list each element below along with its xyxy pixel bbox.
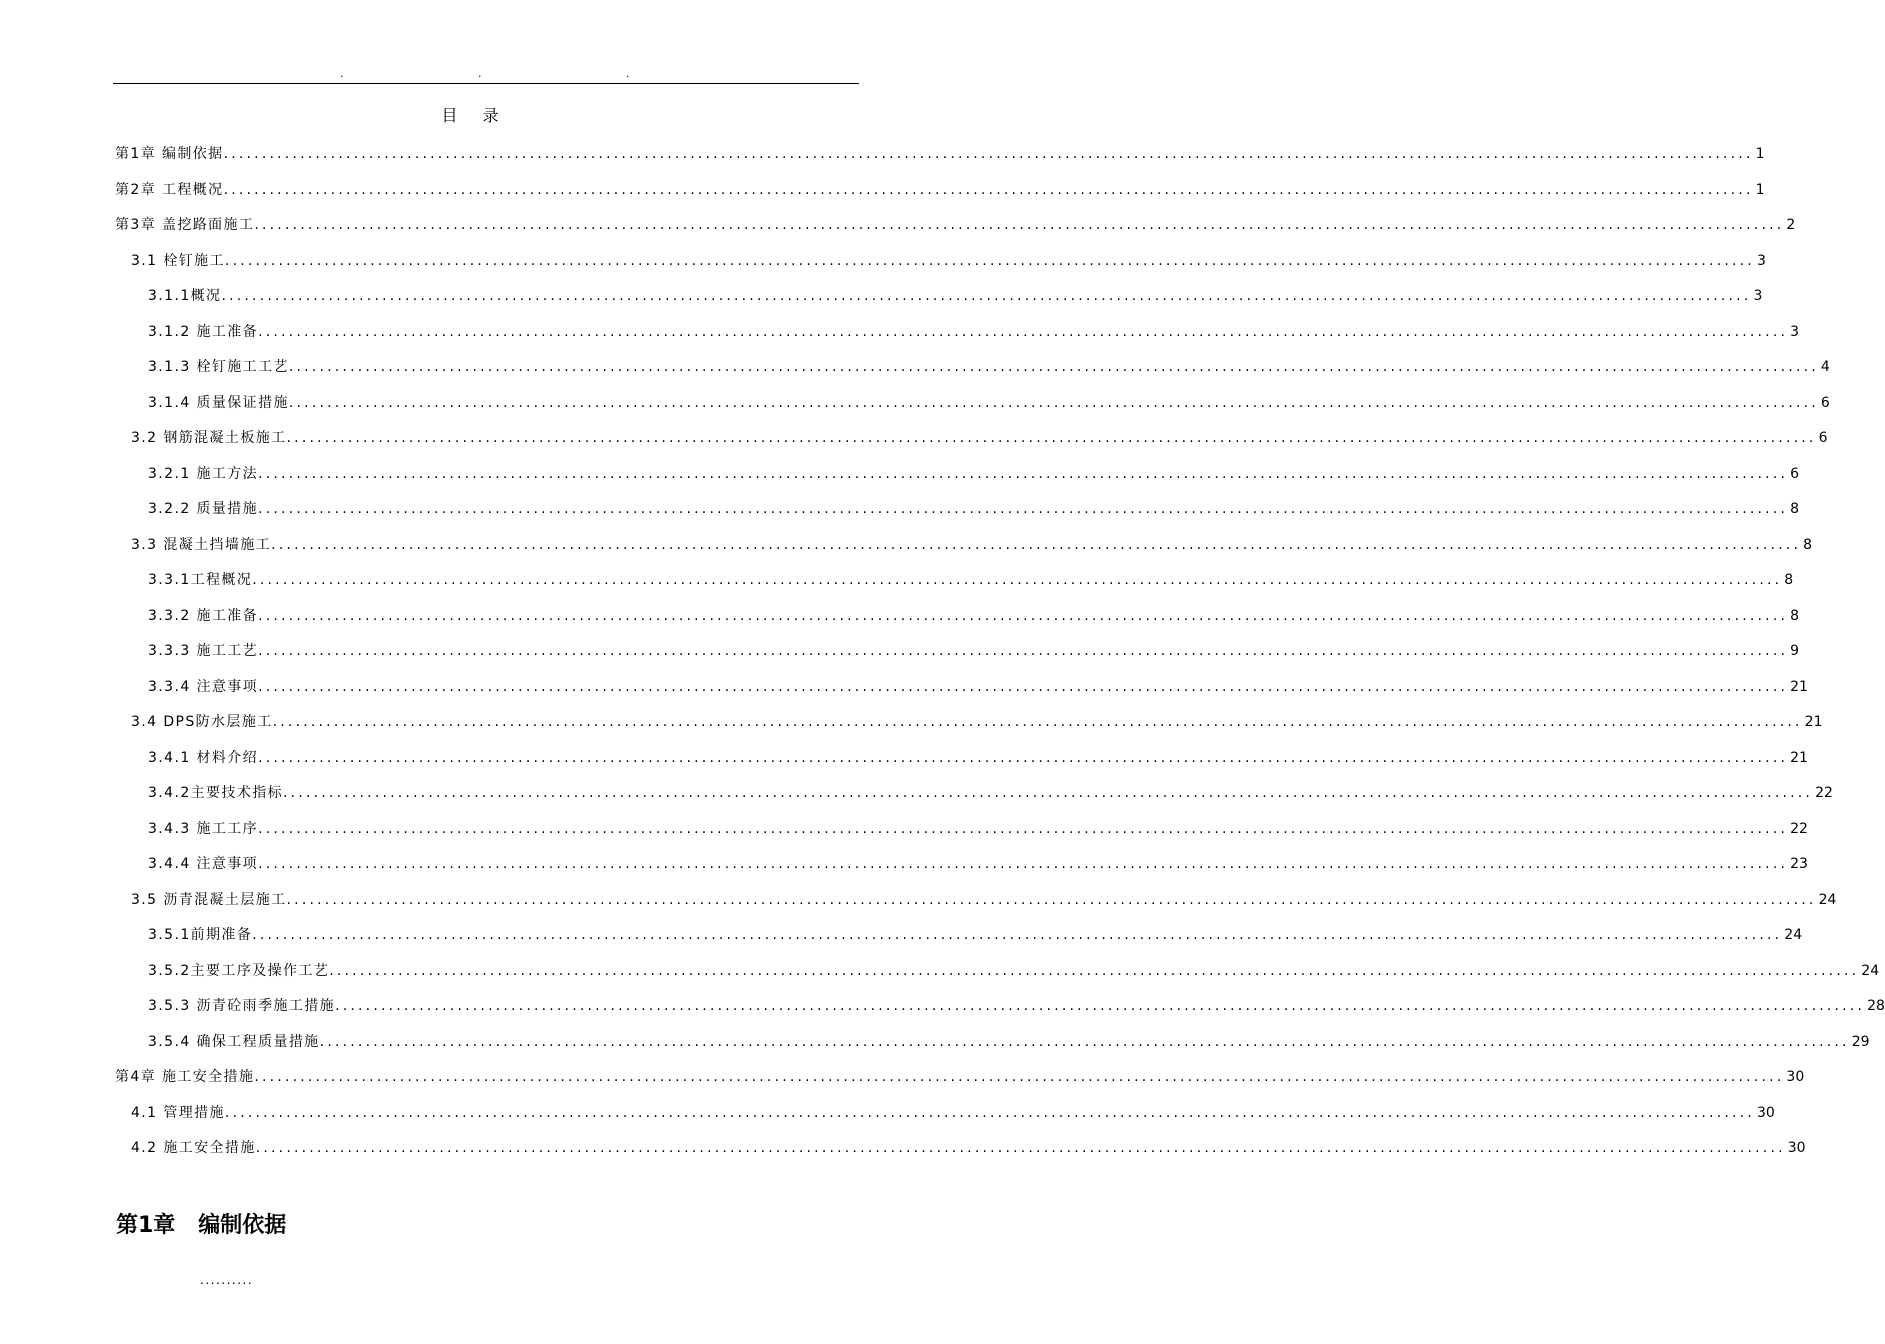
toc-leader-dots: ........................................................................................................................................................................................................	[252, 572, 1783, 588]
toc-leader-dots: ........................................................................................................................................................................................................	[254, 1069, 1785, 1085]
toc-entry-label: 3.4.4 注意事项	[148, 856, 259, 872]
toc-entry-label: 3.2.1 施工方法	[148, 466, 259, 482]
toc-entry[interactable]	[148, 782, 1833, 804]
toc-entry-page: 30	[1786, 1069, 1805, 1085]
toc-entry-label: 第1章 编制依据	[115, 146, 224, 162]
toc-entry[interactable]	[148, 995, 1885, 1017]
toc-entry[interactable]	[148, 818, 1808, 840]
toc-entry-page: 8	[1790, 608, 1800, 624]
chapter-heading: 第1章 编制依据	[116, 1213, 287, 1238]
toc-entry[interactable]	[115, 143, 1765, 165]
toc-entry-page: 9	[1790, 643, 1800, 659]
toc-entry-page: 8	[1784, 572, 1794, 588]
toc-entry-label: 3.3.1工程概况	[148, 572, 253, 588]
header-dot: .	[626, 67, 630, 80]
toc-entry[interactable]	[148, 285, 1763, 307]
toc-entry-page: 1	[1755, 146, 1765, 162]
toc-leader-dots: ........................................................................................................................................................................................................	[258, 856, 1789, 872]
toc-leader-dots: ........................................................................................................................................................................................................	[258, 643, 1789, 659]
toc-entry[interactable]	[148, 605, 1800, 627]
toc-entry[interactable]	[148, 321, 1800, 343]
toc-entry-page: 21	[1790, 679, 1808, 695]
toc-entry[interactable]	[115, 214, 1796, 236]
toc-entry-page: 29	[1851, 1034, 1870, 1050]
toc-entry-page: 24	[1818, 892, 1837, 908]
toc-entry-page: 21	[1804, 714, 1823, 730]
toc-entry[interactable]	[148, 640, 1800, 662]
toc-entry-page: 6	[1790, 466, 1800, 482]
toc-entry-page: 22	[1790, 821, 1808, 837]
toc-entry-label: 3.4.1 材料介绍	[148, 750, 259, 766]
toc-leader-dots: ........................................................................................................................................................................................................	[288, 395, 1819, 411]
toc-entry[interactable]	[131, 889, 1837, 911]
toc-leader-dots: ........................................................................................................................................................................................................	[224, 1105, 1755, 1121]
toc-leader-dots: ........................................................................................................................................................................................................	[258, 608, 1789, 624]
toc-leader-dots: ........................................................................................................................................................................................................	[223, 182, 1754, 198]
toc-entry-page: 23	[1790, 856, 1808, 872]
toc-leader-dots: ........................................................................................................................................................................................................	[221, 288, 1752, 304]
toc-leader-dots: ........................................................................................................................................................................................................	[258, 821, 1789, 837]
toc-entry-page: 22	[1815, 785, 1833, 801]
toc-entry-page: 4	[1820, 359, 1830, 375]
toc-leader-dots: ........................................................................................................................................................................................................	[224, 253, 1755, 269]
toc-entry-label: 3.3.3 施工工艺	[148, 643, 259, 659]
toc-entry-page: 8	[1803, 537, 1813, 553]
toc-leader-dots: ........................................................................................................................................................................................................	[319, 1034, 1850, 1050]
toc-leader-dots: ........................................................................................................................................................................................................	[286, 892, 1817, 908]
toc-leader-dots: ........................................................................................................................................................................................................	[335, 998, 1866, 1014]
toc-entry[interactable]	[148, 747, 1808, 769]
toc-entry-label: 4.2 施工安全措施	[131, 1140, 256, 1156]
toc-leader-dots: ........................................................................................................................................................................................................	[288, 359, 1819, 375]
header-dot: .	[340, 67, 344, 80]
toc-entry-page: 1	[1755, 182, 1765, 198]
toc-entry-label: 3.2.2 质量措施	[148, 501, 259, 517]
toc-leader-dots: ........................................................................................................................................................................................................	[258, 679, 1789, 695]
footer-dots: ..........	[200, 1273, 254, 1287]
toc-entry-label: 3.4 DPS防水层施工	[131, 714, 273, 730]
toc-entry-page: 2	[1786, 217, 1796, 233]
toc-entry[interactable]	[115, 179, 1765, 201]
toc-leader-dots: ........................................................................................................................................................................................................	[258, 466, 1789, 482]
toc-entry[interactable]	[148, 676, 1808, 698]
toc-leader-dots: ........................................................................................................................................................................................................	[258, 501, 1789, 517]
toc-entry-page: 3	[1790, 324, 1800, 340]
toc-entry-label: 3.5.3 沥青砼雨季施工措施	[148, 998, 336, 1014]
toc-leader-dots: ........................................................................................................................................................................................................	[254, 217, 1785, 233]
toc-leader-dots: ........................................................................................................................................................................................................	[286, 430, 1817, 446]
toc-leader-dots: ........................................................................................................................................................................................................	[272, 714, 1803, 730]
toc-entry[interactable]	[131, 1137, 1806, 1159]
toc-entry-label: 3.3.4 注意事项	[148, 679, 259, 695]
toc-entry[interactable]	[148, 392, 1830, 414]
toc-entry-label: 3.5 沥青混凝土层施工	[131, 892, 287, 908]
toc-leader-dots: ........................................................................................................................................................................................................	[258, 324, 1789, 340]
toc-entry-label: 3.1.2 施工准备	[148, 324, 259, 340]
toc-entry[interactable]	[148, 924, 1803, 946]
toc-entry-page: 6	[1818, 430, 1828, 446]
toc-entry[interactable]	[148, 1031, 1870, 1053]
toc-entry-label: 3.1.4 质量保证措施	[148, 395, 289, 411]
toc-entry-label: 3.4.2主要技术指标	[148, 785, 284, 801]
toc-entry[interactable]	[131, 427, 1828, 449]
toc-entry-label: 3.2 钢筋混凝土板施工	[131, 430, 287, 446]
toc-title: 目 录	[441, 106, 509, 125]
toc-entry-page: 24	[1861, 963, 1880, 979]
toc-entry[interactable]	[148, 569, 1794, 591]
toc-entry-label: 第2章 工程概况	[115, 182, 224, 198]
toc-entry[interactable]	[115, 1066, 1805, 1088]
toc-leader-dots: ........................................................................................................................................................................................................	[271, 537, 1802, 553]
toc-entry-label: 第3章 盖挖路面施工	[115, 217, 255, 233]
toc-entry-label: 3.3.2 施工准备	[148, 608, 259, 624]
toc-entry[interactable]	[148, 960, 1880, 982]
toc-leader-dots: ........................................................................................................................................................................................................	[258, 750, 1789, 766]
toc-entry[interactable]	[131, 250, 1766, 272]
toc-entry-label: 3.1.3 栓钉施工工艺	[148, 359, 289, 375]
toc-entry-page: 28	[1867, 998, 1885, 1014]
toc-entry-label: 3.5.2主要工序及操作工艺	[148, 963, 330, 979]
toc-entry-page: 8	[1790, 501, 1800, 517]
toc-leader-dots: ........................................................................................................................................................................................................	[252, 927, 1783, 943]
toc-entry-label: 3.4.3 施工工序	[148, 821, 259, 837]
toc-entry[interactable]	[148, 498, 1800, 520]
toc-entry-label: 3.5.1前期准备	[148, 927, 253, 943]
toc-entry[interactable]	[148, 356, 1830, 378]
toc-leader-dots: ........................................................................................................................................................................................................	[223, 146, 1754, 162]
header-dot: .	[478, 67, 482, 80]
toc-entry-page: 3	[1756, 253, 1766, 269]
toc-leader-dots: ........................................................................................................................................................................................................	[283, 785, 1814, 801]
toc-entry-label: 3.3 混凝土挡墙施工	[131, 537, 272, 553]
toc-entry-page: 30	[1756, 1105, 1775, 1121]
toc-entry-page: 21	[1790, 750, 1808, 766]
toc-entry-label: 4.1 管理措施	[131, 1105, 225, 1121]
toc-entry[interactable]	[148, 853, 1808, 875]
toc-entry[interactable]	[131, 1102, 1775, 1124]
toc-entry-label: 3.1.1概况	[148, 288, 222, 304]
toc-leader-dots: ........................................................................................................................................................................................................	[255, 1140, 1786, 1156]
toc-leader-dots: ........................................................................................................................................................................................................	[329, 963, 1860, 979]
toc-entry[interactable]	[131, 534, 1813, 556]
toc-entry-page: 30	[1787, 1140, 1806, 1156]
header-rule	[113, 83, 859, 84]
toc-entry-page: 6	[1820, 395, 1830, 411]
toc-entry[interactable]	[131, 711, 1823, 733]
toc-entry-label: 第4章 施工安全措施	[115, 1069, 255, 1085]
toc-entry-page: 24	[1784, 927, 1803, 943]
toc-entry-label: 3.5.4 确保工程质量措施	[148, 1034, 320, 1050]
toc-entry-label: 3.1 栓钉施工	[131, 253, 225, 269]
toc-entry-page: 3	[1753, 288, 1763, 304]
toc-entry[interactable]	[148, 463, 1800, 485]
